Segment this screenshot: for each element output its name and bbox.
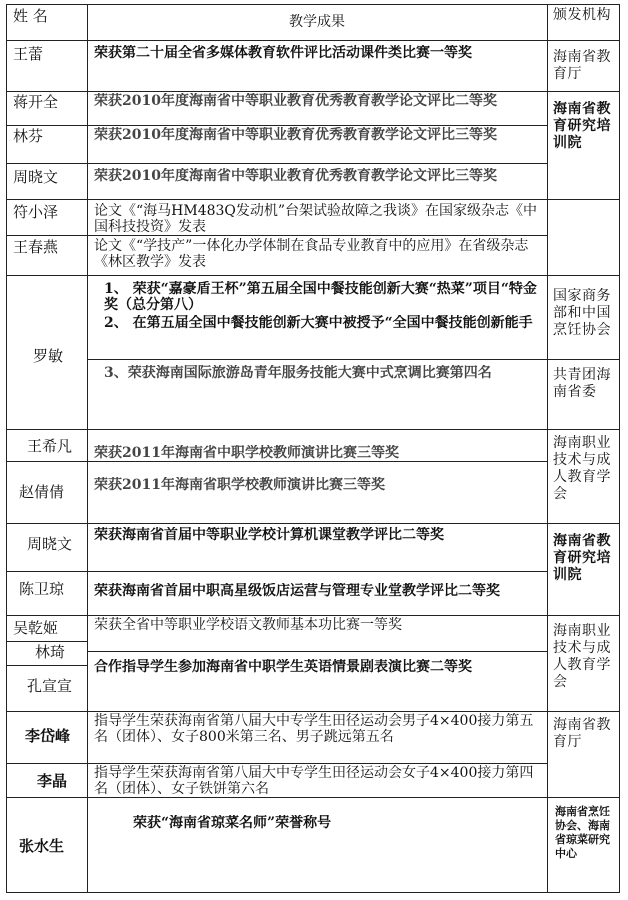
divider (7, 763, 547, 764)
divider (7, 235, 547, 236)
divider (7, 199, 619, 200)
achievement-text: 荣获2010年度海南省中等职业教育优秀教育教学论文评比三等奖 (94, 168, 497, 184)
divider (7, 125, 547, 126)
issuing-org: 海南省教育厅 (553, 717, 611, 750)
teacher-name: 赵倩倩 (19, 483, 65, 501)
teacher-name: 王蕾 (13, 45, 44, 63)
header-org: 颁发机构 (553, 7, 611, 23)
teacher-name: 吴乾姬 (13, 619, 59, 637)
divider (7, 163, 547, 164)
divider (7, 275, 619, 276)
achievement-text: 荣获海南省首届中等职业学校计算机课堂教学评比二等奖 (94, 527, 444, 543)
teacher-name: 张水生 (19, 837, 65, 855)
achievement-text: 荣获2011年海南省中职学校教师演讲比赛三等奖 (94, 445, 399, 461)
achievement-item: 2、 在第五届全国中餐技能创新大赛中被授予“全国中餐技能创新能手 (104, 315, 533, 331)
divider (7, 523, 619, 524)
teacher-name: 蒋开全 (13, 93, 59, 111)
achievement-text: 荣获2011年海南省职学校教师演讲比赛三等奖 (94, 477, 385, 493)
achievement-text: 指导学生荣获海南省第八届大中专学生田径运动会男子4×400接力第五名（团体）、女子800米第三名、男子跳远第五名 (94, 713, 534, 745)
achievement-text: 合作指导学生参加海南省中职学生英语情景剧表演比赛二等奖 (94, 659, 472, 675)
achievement-text: 荣获第二十届全省多媒体教育软件评比活动课件类比赛一等奖 (94, 45, 472, 61)
achievement-text: 论文《“学技产”一体化办学体制在食品专业教育中的应用》在省级杂志《林区教学》发表 (94, 238, 529, 270)
teacher-name: 陈卫琼 (19, 580, 65, 598)
divider (7, 665, 87, 666)
teacher-name: 李岱峰 (25, 727, 71, 745)
divider (87, 651, 547, 652)
achievement-item: 1、 荣获“嘉豪盾王杯”第五届全国中餐技能创新大赛“热菜”项目“特金奖（总分第八） (104, 281, 537, 313)
divider (7, 641, 87, 642)
issuing-org: 海南省教育研究培训院 (553, 533, 611, 583)
divider (87, 359, 619, 360)
teacher-name: 王希凡 (27, 437, 73, 455)
teacher-name: 孔宣宣 (27, 677, 73, 695)
achievement-text: 荣获海南省首届中职高星级饭店运营与管理专业堂教学评比二等奖 (94, 583, 500, 599)
divider (7, 571, 547, 572)
teacher-name: 王春燕 (13, 238, 59, 256)
issuing-org: 海南省教育厅 (553, 49, 611, 82)
teacher-name: 李晶 (37, 772, 68, 790)
issuing-org: 国家商务部和中国烹饪协会 (553, 288, 611, 338)
results-table (6, 4, 620, 893)
achievement-text: 指导学生荣获海南省第八届大中专学生田径运动会女子4×400接力第四名（团体）、女子铁饼第六名 (94, 765, 534, 797)
achievement-text: 荣获全省中等职业学校语文教师基本功比赛一等奖 (94, 617, 402, 633)
achievement-item: 3、荣获海南国际旅游岛青年服务技能大赛中式烹调比赛第四名 (104, 365, 492, 381)
achievement-text: 论文《“海马HM483Q发动机”台架试验故障之我谈》在国家级杂志《中国科技投资》发表 (94, 203, 538, 235)
header-achievement: 教学成果 (289, 14, 345, 30)
divider (7, 461, 547, 462)
achievement-text: 荣获“海南省琼菜名师”荣誉称号 (133, 815, 332, 831)
achievement-text: 荣获2010年度海南省中等职业教育优秀教育教学论文评比三等奖 (94, 127, 497, 143)
issuing-org: 海南职业技术与成人教育学会 (553, 435, 611, 502)
header-name: 姓 名 (13, 7, 48, 25)
teacher-name: 林芬 (13, 127, 44, 145)
divider (7, 40, 619, 41)
teacher-name: 周晓文 (13, 168, 59, 186)
teacher-name: 林琦 (35, 643, 66, 661)
issuing-org: 海南职业技术与成人教育学会 (553, 623, 611, 690)
divider (7, 91, 619, 92)
achievement-text: 荣获2010年度海南省中等职业教育优秀教育教学论文评比二等奖 (94, 93, 497, 109)
divider (7, 711, 619, 712)
teacher-name: 罗敏 (33, 347, 64, 365)
teacher-name: 符小泽 (13, 203, 59, 221)
teacher-name: 周晓文 (27, 535, 73, 553)
divider (7, 429, 619, 430)
issuing-org: 共青团海南省委 (553, 367, 611, 400)
issuing-org: 海南省教育研究培训院 (553, 101, 611, 151)
divider (7, 797, 619, 798)
issuing-org: 海南省烹饪协会、海南省琼菜研究中心 (555, 805, 610, 860)
divider (7, 615, 619, 616)
